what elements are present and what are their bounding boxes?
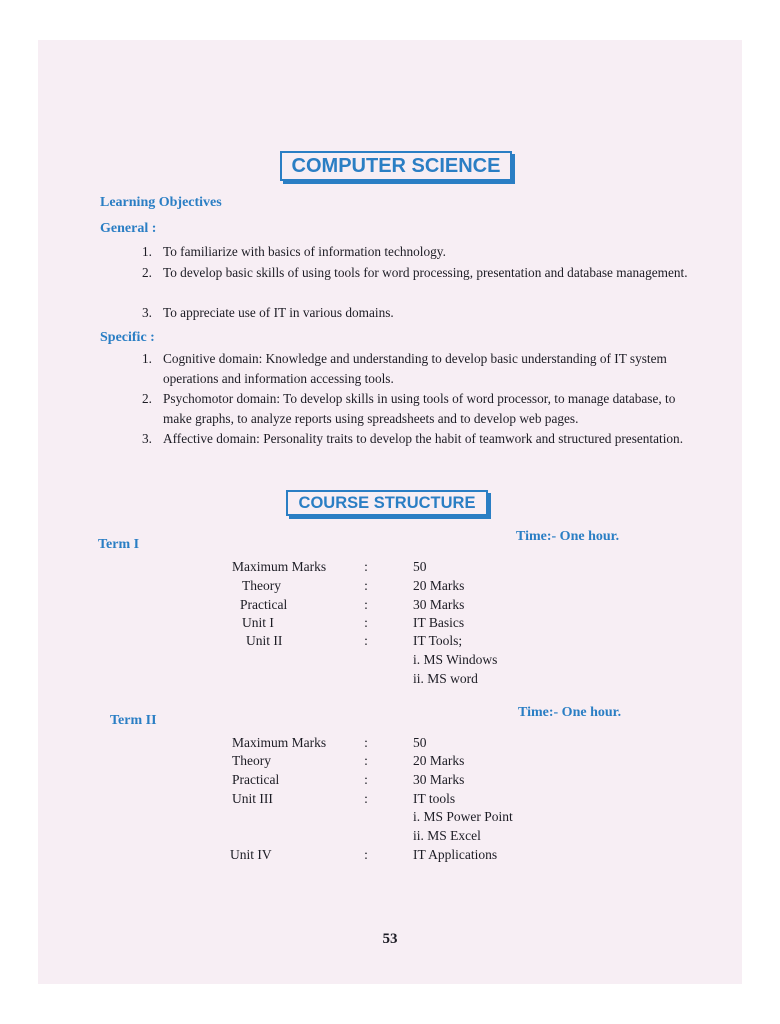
- table-label: Unit III: [232, 791, 273, 806]
- list-item-text: Psychomotor domain: To develop skills in using tools of word processor, to manage database, to make graphs, to analyze reports using spreadsheets and to develop web pages.: [163, 391, 676, 426]
- table-value: 50: [413, 735, 427, 750]
- list-item-text: To develop basic skills of using tools for word processing, presentation and database management.: [163, 265, 688, 280]
- table-value: IT Tools;: [413, 633, 463, 648]
- table-value: ii. MS word: [413, 671, 478, 686]
- table-label: Unit II: [246, 633, 283, 648]
- table-label: Practical: [232, 772, 280, 787]
- list-item-text: To familiarize with basics of information technology.: [163, 244, 446, 259]
- course-structure-title: COURSE STRUCTURE: [286, 490, 488, 516]
- table-separator: :: [364, 735, 368, 750]
- table-label: Unit I: [242, 615, 274, 630]
- table-label: Practical: [240, 597, 288, 612]
- list-item-number: 2.: [142, 265, 152, 280]
- table-value: 20 Marks: [413, 578, 465, 593]
- table-value: IT Basics: [413, 615, 465, 630]
- table-value: IT tools: [413, 791, 456, 806]
- table-separator: :: [364, 597, 368, 612]
- table-separator: :: [364, 615, 368, 630]
- table-label: Unit IV: [230, 847, 272, 862]
- table-label: Theory: [232, 753, 271, 768]
- list-item-number: 1.: [142, 351, 152, 366]
- table-value: ii. MS Excel: [413, 828, 481, 843]
- general-heading: General :: [100, 221, 157, 236]
- term-1-label: Term I: [98, 537, 140, 552]
- table-label: Maximum Marks: [232, 735, 327, 750]
- term-1-time: Time:- One hour.: [516, 529, 620, 544]
- table-value: 30 Marks: [413, 772, 465, 787]
- table-separator: :: [364, 772, 368, 787]
- table-label: Theory: [242, 578, 281, 593]
- table-value: IT Applications: [413, 847, 498, 862]
- table-label: Maximum Marks: [232, 559, 327, 574]
- table-separator: :: [364, 847, 368, 862]
- list-item-number: 3.: [142, 305, 152, 320]
- list-item-number: 3.: [142, 431, 152, 446]
- page-number: 53: [382, 931, 398, 947]
- table-value: 30 Marks: [413, 597, 465, 612]
- list-item-text: To appreciate use of IT in various domains.: [163, 305, 394, 320]
- specific-heading: Specific :: [100, 330, 155, 345]
- table-separator: :: [364, 791, 368, 806]
- list-item-text: Cognitive domain: Knowledge and understanding to develop basic understanding of IT system operations and information accessing tools.: [163, 351, 667, 386]
- learning-objectives-heading: Learning Objectives: [100, 195, 222, 210]
- table-value: i. MS Power Point: [413, 809, 513, 824]
- table-separator: :: [364, 753, 368, 768]
- page-title: COMPUTER SCIENCE: [280, 151, 512, 181]
- term-2-label: Term II: [110, 713, 157, 728]
- table-value: i. MS Windows: [413, 652, 498, 667]
- list-item-number: 1.: [142, 244, 152, 259]
- table-separator: :: [364, 578, 368, 593]
- list-item-number: 2.: [142, 391, 152, 406]
- term-2-time: Time:- One hour.: [518, 705, 622, 720]
- document-page: [38, 40, 742, 984]
- table-value: 50: [413, 559, 427, 574]
- table-separator: :: [364, 633, 368, 648]
- list-item-text: Affective domain: Personality traits to develop the habit of teamwork and structured presentation.: [163, 431, 684, 446]
- table-value: 20 Marks: [413, 753, 465, 768]
- table-separator: :: [364, 559, 368, 574]
